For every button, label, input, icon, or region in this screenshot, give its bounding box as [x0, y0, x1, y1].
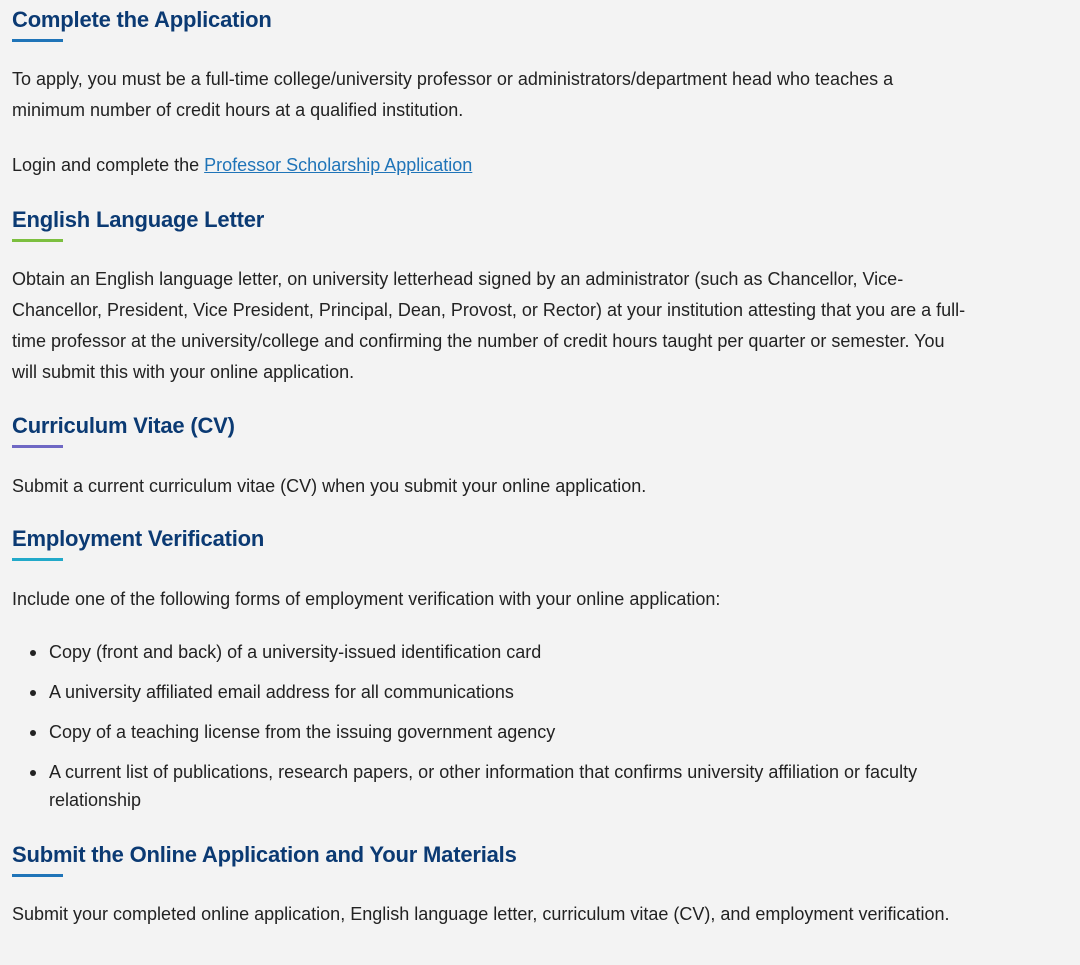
heading-cv: Curriculum Vitae (CV): [12, 413, 235, 438]
verification-options-list: [12, 638, 967, 826]
section-cv: [12, 412, 972, 448]
login-paragraph: [12, 150, 967, 181]
list-item: [12, 638, 967, 666]
section-complete-application: [12, 6, 972, 42]
heading-employment-verification: Employment Verification: [12, 526, 265, 551]
bullet-icon: [30, 730, 36, 736]
list-item: [12, 718, 967, 746]
bullet-icon: [30, 690, 36, 696]
heading-underline: [12, 39, 63, 42]
employment-paragraph: Include one of the following forms of employment verification with your online application:: [12, 589, 721, 609]
bullet-icon: [30, 770, 36, 776]
english-letter-paragraph: Obtain an English language letter, on university letterhead signed by an administrator (such as Chancellor, Vice-Chancellor, President, Vice President, Principal, Dean, Provost, or Rector) at your institution attesting that you are a full-time professor at the university/college and confirming the number of credit hours taught per quarter or semester. You will submit this with your online application.: [12, 269, 966, 382]
list-item: [12, 758, 967, 814]
section-submit: [12, 841, 972, 877]
heading-submit: Submit the Online Application and Your Materials: [12, 842, 517, 867]
heading-english-letter: English Language Letter: [12, 207, 265, 232]
heading-underline: [12, 239, 63, 242]
login-prefix-text: Login and complete the: [12, 155, 205, 175]
heading-complete-application: Complete the Application: [12, 7, 272, 32]
list-item-text: A university affiliated email address for all communications: [49, 682, 514, 702]
professor-scholarship-application-link[interactable]: Professor Scholarship Application: [204, 155, 473, 175]
list-item-text: Copy (front and back) of a university-issued identification card: [49, 642, 542, 662]
submit-paragraph: Submit your completed online application, English language letter, curriculum vitae (CV), and employment verification.: [12, 904, 950, 924]
cv-paragraph: Submit a current curriculum vitae (CV) when you submit your online application.: [12, 476, 647, 496]
heading-underline: [12, 558, 63, 561]
list-item: [12, 678, 967, 706]
eligibility-paragraph: To apply, you must be a full-time college/university professor or administrators/department head who teaches a minimum number of credit hours at a qualified institution.: [12, 69, 894, 120]
bullet-icon: [30, 650, 36, 656]
heading-underline: [12, 874, 63, 877]
section-employment-verification: [12, 525, 972, 561]
list-item-text: Copy of a teaching license from the issuing government agency: [49, 722, 556, 742]
heading-underline: [12, 445, 63, 448]
section-english-letter: [12, 206, 972, 242]
list-item-text: A current list of publications, research papers, or other information that confirms university affiliation or faculty relationship: [49, 762, 918, 810]
